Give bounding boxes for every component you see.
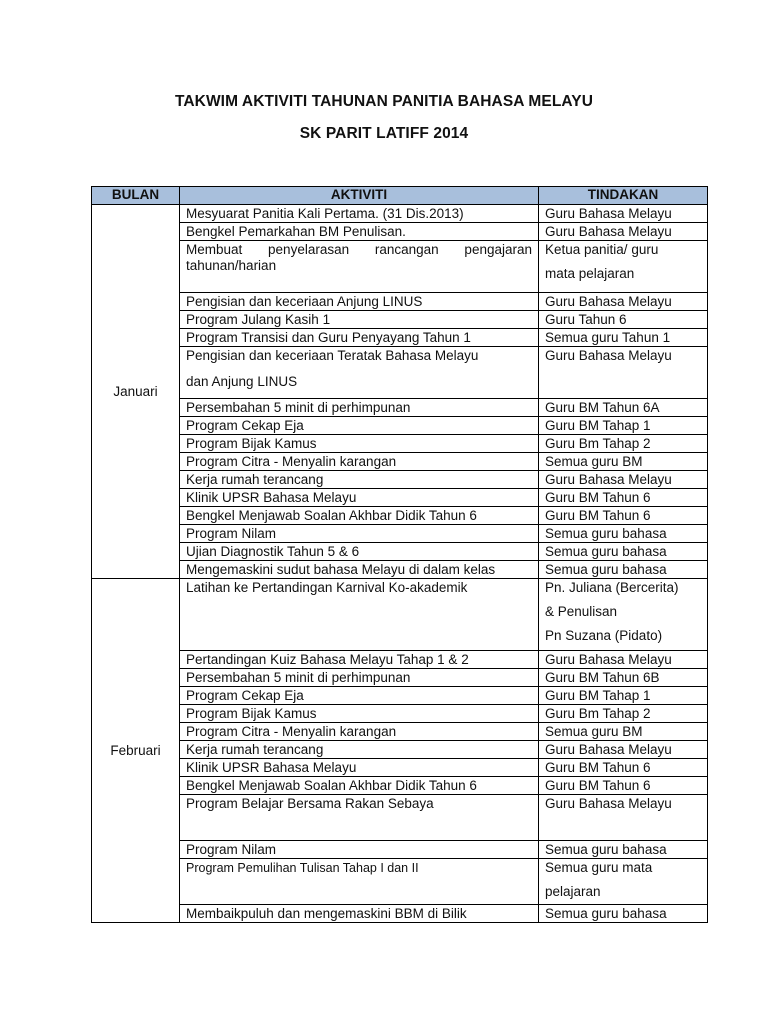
- aktiviti-cell: [180, 651, 539, 669]
- aktiviti-text: Klinik UPSR Bahasa Melayu: [186, 490, 357, 505]
- table-row: [92, 759, 708, 777]
- table-row: [92, 471, 708, 489]
- aktiviti-text: Program Citra - Menyalin karangan: [186, 454, 397, 469]
- aktiviti-text: Program Julang Kasih 1: [186, 312, 331, 327]
- aktiviti-text: Program Bijak Kamus: [186, 436, 317, 451]
- tindakan-text: Guru Bm Tahap 2: [545, 436, 651, 451]
- aktiviti-text: Program Cekap Eja: [186, 418, 304, 433]
- aktiviti-cell: [180, 905, 539, 923]
- tindakan-cell: [539, 347, 708, 399]
- table-row: [92, 399, 708, 417]
- table-row: [92, 311, 708, 329]
- tindakan-cell: [539, 651, 708, 669]
- tindakan-text: Guru BM Tahun 6: [545, 508, 651, 523]
- tindakan-cell: [539, 205, 708, 223]
- tindakan-text: Semua guru Tahun 1: [545, 330, 671, 345]
- aktiviti-text: Program Citra - Menyalin karangan: [186, 724, 397, 739]
- aktiviti-cell: [180, 293, 539, 311]
- aktiviti-cell: [180, 759, 539, 777]
- aktiviti-cell: [180, 507, 539, 525]
- aktiviti-cell: [180, 669, 539, 687]
- tindakan-text: pelajaran: [545, 884, 601, 899]
- table-row: [92, 705, 708, 723]
- tindakan-cell: [539, 669, 708, 687]
- aktiviti-text: Membaikpuluh dan mengemaskini BBM di Bilik: [186, 906, 467, 921]
- tindakan-text: Guru Bm Tahap 2: [545, 706, 651, 721]
- tindakan-cell: [539, 329, 708, 347]
- tindakan-text: Guru BM Tahap 1: [545, 688, 651, 703]
- table-row: [92, 841, 708, 859]
- aktiviti-cell: [180, 489, 539, 507]
- tindakan-text: Guru BM Tahun 6A: [545, 400, 660, 415]
- table-header-row: [92, 187, 708, 205]
- tindakan-text: Semua guru bahasa: [545, 906, 667, 921]
- aktiviti-text: Program Belajar Bersama Rakan Sebaya: [186, 796, 434, 811]
- tindakan-text: Semua guru bahasa: [545, 562, 667, 577]
- tindakan-text: Guru BM Tahun 6B: [545, 670, 660, 685]
- tindakan-cell: [539, 579, 708, 651]
- table-row: [92, 347, 708, 399]
- header-tindakan: TINDAKAN: [539, 187, 708, 205]
- aktiviti-cell: [180, 329, 539, 347]
- aktiviti-cell: [180, 347, 539, 399]
- document-title: TAKWIM AKTIVITI TAHUNAN PANITIA BAHASA MELAYU: [174, 93, 594, 110]
- aktiviti-text: Ujian Diagnostik Tahun 5 & 6: [186, 544, 360, 559]
- table-row: [92, 561, 708, 579]
- tindakan-text: Guru Bahasa Melayu: [545, 294, 672, 309]
- tindakan-cell: [539, 241, 708, 293]
- tindakan-cell: [539, 311, 708, 329]
- tindakan-text: Guru BM Tahun 6: [545, 760, 651, 775]
- table-row: [92, 579, 708, 651]
- tindakan-cell: [539, 507, 708, 525]
- tindakan-cell: [539, 905, 708, 923]
- tindakan-text: Guru Bahasa Melayu: [545, 742, 672, 757]
- table-row: [92, 205, 708, 223]
- tindakan-text: Semua guru BM: [545, 724, 643, 739]
- tindakan-cell: [539, 561, 708, 579]
- aktiviti-text: Program Pemulihan Tulisan Tahap I dan II: [186, 861, 419, 875]
- aktiviti-cell: [180, 777, 539, 795]
- tindakan-text: Semua guru bahasa: [545, 842, 667, 857]
- tindakan-cell: [539, 223, 708, 241]
- table-row: [92, 489, 708, 507]
- tindakan-cell: [539, 759, 708, 777]
- activity-calendar-table: [91, 186, 708, 923]
- aktiviti-cell: [180, 205, 539, 223]
- tindakan-cell: [539, 777, 708, 795]
- tindakan-text: Semua guru mata: [545, 860, 653, 875]
- tindakan-text: Guru Tahun 6: [545, 312, 627, 327]
- aktiviti-text: Mengemaskini sudut bahasa Melayu di dalam kelas: [186, 562, 496, 577]
- tindakan-text: & Penulisan: [545, 604, 618, 619]
- header-bulan: BULAN: [92, 187, 180, 205]
- aktiviti-text: Program Transisi dan Guru Penyayang Tahun 1: [186, 330, 471, 345]
- aktiviti-cell: [180, 795, 539, 841]
- aktiviti-text: Pengisian dan keceriaan Anjung LINUS: [186, 294, 423, 309]
- aktiviti-text: Membuat penyelarasan rancangan pengajaran tahunan/harian: [186, 242, 532, 273]
- tindakan-text: Pn. Juliana (Bercerita): [545, 580, 679, 595]
- table-row: [92, 777, 708, 795]
- tindakan-cell: [539, 723, 708, 741]
- table-row: [92, 687, 708, 705]
- month-cell: Januari: [92, 205, 180, 579]
- aktiviti-text: Persembahan 5 minit di perhimpunan: [186, 400, 411, 415]
- aktiviti-text: Program Cekap Eja: [186, 688, 304, 703]
- aktiviti-text: Program Bijak Kamus: [186, 706, 317, 721]
- aktiviti-cell: [180, 311, 539, 329]
- aktiviti-text: Bengkel Menjawab Soalan Akhbar Didik Tahun 6: [186, 508, 477, 523]
- aktiviti-cell: [180, 399, 539, 417]
- table-row: [92, 651, 708, 669]
- tindakan-text: mata pelajaran: [545, 266, 635, 281]
- tindakan-cell: [539, 543, 708, 561]
- tindakan-text: Guru Bahasa Melayu: [545, 652, 672, 667]
- table-row: [92, 723, 708, 741]
- tindakan-cell: [539, 471, 708, 489]
- tindakan-cell: [539, 859, 708, 905]
- table-row: [92, 241, 708, 293]
- aktiviti-cell: [180, 417, 539, 435]
- table-row: [92, 507, 708, 525]
- aktiviti-text: Persembahan 5 minit di perhimpunan: [186, 670, 411, 685]
- tindakan-text: Semua guru BM: [545, 454, 643, 469]
- table-row: [92, 669, 708, 687]
- tindakan-text: Pn Suzana (Pidato): [545, 628, 663, 643]
- aktiviti-cell: [180, 723, 539, 741]
- aktiviti-text: Kerja rumah terancang: [186, 742, 324, 757]
- aktiviti-text: Pengisian dan keceriaan Teratak Bahasa Melayu: [186, 348, 479, 363]
- table-row: [92, 453, 708, 471]
- tindakan-text: Guru BM Tahap 1: [545, 418, 651, 433]
- tindakan-text: Guru Bahasa Melayu: [545, 796, 672, 811]
- tindakan-text: Guru BM Tahun 6: [545, 778, 651, 793]
- table-row: [92, 293, 708, 311]
- tindakan-cell: [539, 841, 708, 859]
- aktiviti-cell: [180, 561, 539, 579]
- aktiviti-text: Klinik UPSR Bahasa Melayu: [186, 760, 357, 775]
- aktiviti-cell: [180, 579, 539, 651]
- aktiviti-text: Program Nilam: [186, 842, 277, 857]
- aktiviti-cell: [180, 241, 539, 293]
- aktiviti-cell: [180, 223, 539, 241]
- table-row: [92, 223, 708, 241]
- table-row: [92, 741, 708, 759]
- tindakan-text: Semua guru bahasa: [545, 544, 667, 559]
- tindakan-cell: [539, 687, 708, 705]
- tindakan-cell: [539, 741, 708, 759]
- tindakan-cell: [539, 399, 708, 417]
- tindakan-cell: [539, 293, 708, 311]
- aktiviti-text: Latihan ke Pertandingan Karnival Ko-akademik: [186, 580, 468, 595]
- tindakan-text: Guru Bahasa Melayu: [545, 472, 672, 487]
- aktiviti-cell: [180, 687, 539, 705]
- table-row: [92, 417, 708, 435]
- table-row: [92, 905, 708, 923]
- tindakan-cell: [539, 435, 708, 453]
- aktiviti-cell: [180, 543, 539, 561]
- aktiviti-text: Bengkel Menjawab Soalan Akhbar Didik Tahun 6: [186, 778, 477, 793]
- table-row: [92, 525, 708, 543]
- tindakan-cell: [539, 705, 708, 723]
- tindakan-text: Guru Bahasa Melayu: [545, 206, 672, 221]
- table-row: [92, 859, 708, 905]
- tindakan-text: Guru Bahasa Melayu: [545, 224, 672, 239]
- aktiviti-text: Program Nilam: [186, 526, 277, 541]
- aktiviti-text: Pertandingan Kuiz Bahasa Melayu Tahap 1 & 2: [186, 652, 469, 667]
- tindakan-text: Ketua panitia/ guru: [545, 242, 659, 257]
- document-subtitle: SK PARIT LATIFF 2014: [299, 125, 469, 142]
- tindakan-cell: [539, 525, 708, 543]
- tindakan-text: Guru BM Tahun 6: [545, 490, 651, 505]
- table-row: [92, 435, 708, 453]
- table-row: [92, 795, 708, 841]
- aktiviti-cell: [180, 741, 539, 759]
- tindakan-cell: [539, 795, 708, 841]
- aktiviti-cell: [180, 435, 539, 453]
- aktiviti-text: Kerja rumah terancang: [186, 472, 324, 487]
- aktiviti-text: Mesyuarat Panitia Kali Pertama. (31 Dis.2013): [186, 206, 464, 221]
- aktiviti-text: Bengkel Pemarkahan BM Penulisan.: [186, 224, 406, 239]
- aktiviti-cell: [180, 705, 539, 723]
- tindakan-cell: [539, 417, 708, 435]
- aktiviti-cell: [180, 841, 539, 859]
- tindakan-cell: [539, 453, 708, 471]
- tindakan-cell: [539, 489, 708, 507]
- tindakan-text: Guru Bahasa Melayu: [545, 348, 672, 363]
- month-cell: Februari: [92, 579, 180, 923]
- tindakan-text: Semua guru bahasa: [545, 526, 667, 541]
- aktiviti-cell: [180, 453, 539, 471]
- header-aktiviti: AKTIVITI: [180, 187, 539, 205]
- table-row: [92, 329, 708, 347]
- aktiviti-cell: [180, 471, 539, 489]
- aktiviti-cell: [180, 859, 539, 905]
- table-row: [92, 543, 708, 561]
- aktiviti-cell: [180, 525, 539, 543]
- aktiviti-text: dan Anjung LINUS: [186, 374, 298, 389]
